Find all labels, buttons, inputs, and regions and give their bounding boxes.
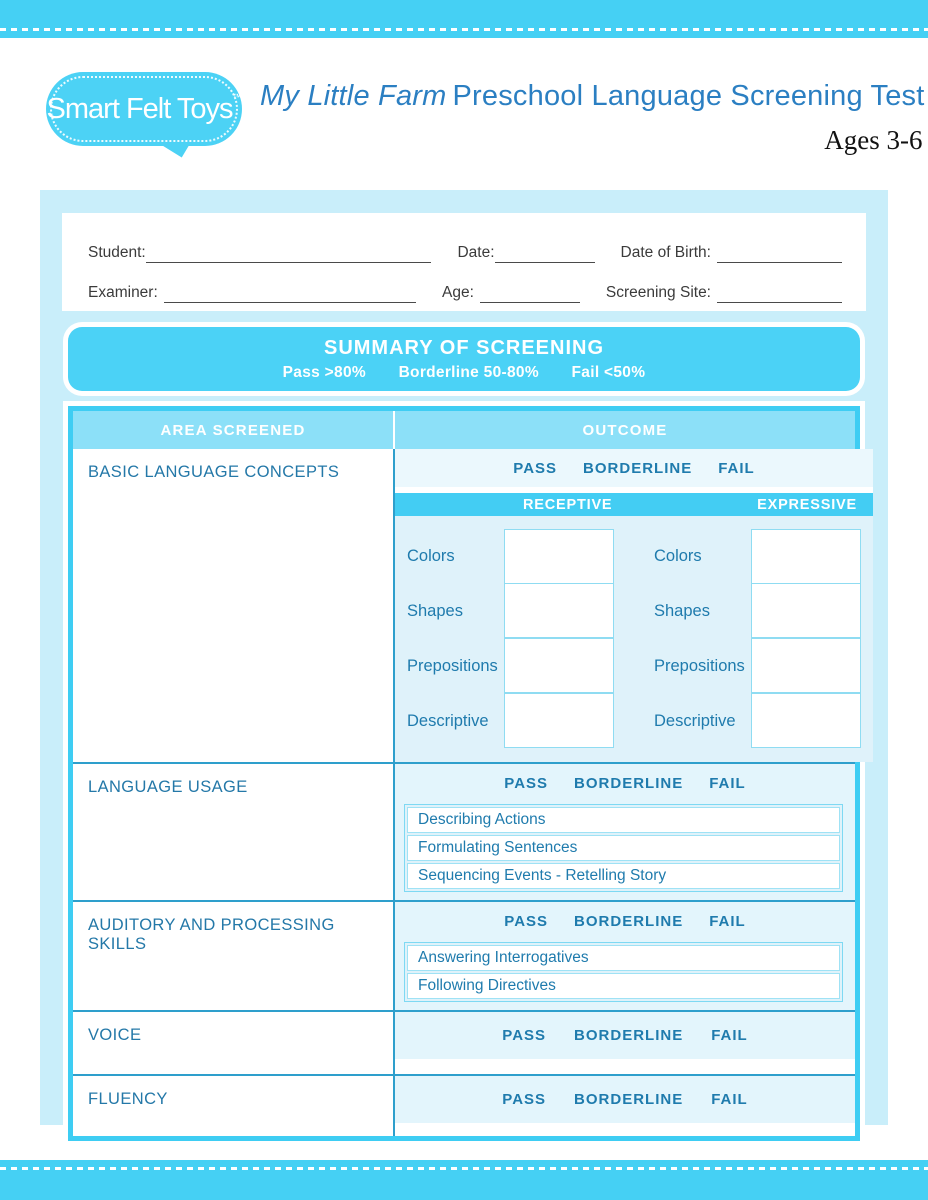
auditory-borderline-option[interactable]: BORDERLINE — [574, 912, 684, 930]
date-field[interactable] — [495, 241, 595, 263]
usage-pass-option[interactable]: PASS — [504, 774, 549, 792]
usage-subskill-list — [404, 804, 843, 892]
expressive-shapes-score-box[interactable] — [751, 583, 861, 638]
expressive-descriptive-score-box[interactable] — [751, 693, 861, 748]
concepts-grid — [395, 516, 873, 762]
header-area-screened: AREA SCREENED — [160, 421, 306, 439]
voice-fail-option[interactable]: FAIL — [711, 1027, 748, 1044]
row-basic-outcome-cell — [393, 449, 873, 762]
age-label: Age: — [441, 284, 474, 301]
title-test-name: Preschool Language Screening Test — [452, 80, 925, 112]
expressive-shapes-label: Shapes — [654, 602, 710, 620]
auditory-subskill-list — [404, 942, 843, 1002]
row-auditory-outcome-cell — [393, 902, 855, 1010]
page-title — [260, 80, 925, 113]
receptive-descriptive-row — [407, 694, 614, 749]
date-label: Date: — [457, 244, 495, 261]
legend-borderline: Borderline 50-80% — [398, 363, 539, 381]
expressive-colors-label: Colors — [654, 547, 702, 565]
expressive-prepositions-score-box[interactable] — [751, 638, 861, 693]
row-label-basic: BASIC LANGUAGE CONCEPTS — [73, 449, 393, 762]
row-usage-outcome-cell — [393, 764, 855, 900]
title-block — [242, 72, 925, 156]
row-voice — [73, 1010, 855, 1074]
receptive-colors-row — [407, 529, 614, 584]
row-basic-language-concepts — [73, 449, 855, 762]
voice-pass-option[interactable]: PASS — [502, 1027, 547, 1044]
usage-item-describing-actions[interactable]: Describing Actions — [407, 807, 840, 833]
logo-wordmark: Smart Felt Toys — [46, 93, 233, 125]
usage-borderline-option[interactable]: BORDERLINE — [574, 774, 684, 792]
dob-label: Date of Birth: — [620, 244, 711, 261]
summary-banner — [68, 327, 860, 391]
screening-table — [68, 406, 860, 1141]
fluency-fail-option[interactable]: FAIL — [711, 1091, 748, 1108]
expressive-colors-score-box[interactable] — [751, 529, 861, 584]
speech-bubble-tail-icon — [163, 142, 193, 160]
usage-item-formulating-sentences[interactable]: Formulating Sentences — [407, 835, 840, 861]
usage-outcome-options — [395, 764, 855, 802]
row-fluency — [73, 1074, 855, 1136]
examiner-field[interactable] — [164, 281, 416, 303]
receptive-expressive-header — [395, 493, 873, 516]
fluency-pass-option[interactable]: PASS — [502, 1091, 547, 1108]
basic-outcome-options — [395, 449, 873, 487]
expressive-shapes-row — [654, 584, 861, 639]
receptive-prepositions-row — [407, 639, 614, 694]
ages-label: Ages 3-6 — [824, 125, 923, 155]
site-label: Screening Site: — [605, 284, 711, 301]
main-panel — [40, 190, 888, 1125]
auditory-fail-option[interactable]: FAIL — [709, 912, 746, 930]
auditory-item-answering-interrogatives[interactable]: Answering Interrogatives — [407, 945, 840, 971]
expressive-colors-row — [654, 529, 861, 584]
expressive-header: EXPRESSIVE — [757, 496, 857, 513]
bottom-dashed-line — [0, 1167, 928, 1170]
basic-fail-option[interactable]: FAIL — [718, 459, 755, 477]
student-field[interactable] — [146, 241, 432, 263]
expressive-prepositions-label: Prepositions — [654, 657, 745, 675]
expressive-descriptive-label: Descriptive — [654, 712, 736, 730]
usage-fail-option[interactable]: FAIL — [709, 774, 746, 792]
receptive-prepositions-score-box[interactable] — [504, 638, 614, 693]
fluency-borderline-option[interactable]: BORDERLINE — [574, 1091, 684, 1108]
fluency-outcome-options — [395, 1076, 855, 1123]
row-voice-outcome-cell — [393, 1012, 855, 1074]
age-field[interactable] — [480, 281, 580, 303]
auditory-outcome-options — [395, 902, 855, 940]
logo-text — [47, 92, 242, 126]
row-label-voice: VOICE — [73, 1012, 393, 1074]
expressive-prepositions-row — [654, 639, 861, 694]
smart-felt-toys-logo — [46, 72, 242, 146]
student-info-form — [62, 213, 866, 311]
summary-legend — [269, 364, 660, 382]
row-fluency-outcome-cell — [393, 1076, 855, 1136]
top-dashed-line — [0, 28, 928, 31]
row-label-fluency: FLUENCY — [73, 1076, 393, 1136]
receptive-header: RECEPTIVE — [523, 496, 613, 513]
form-row-2 — [88, 273, 842, 303]
auditory-pass-option[interactable]: PASS — [504, 912, 549, 930]
voice-outcome-options — [395, 1012, 855, 1059]
examiner-label: Examiner: — [88, 284, 158, 301]
receptive-descriptive-score-box[interactable] — [504, 693, 614, 748]
basic-pass-option[interactable]: PASS — [513, 459, 558, 477]
summary-title: SUMMARY OF SCREENING — [323, 336, 605, 359]
legend-pass: Pass >80% — [282, 363, 366, 381]
row-label-auditory: AUDITORY AND PROCESSING SKILLS — [73, 902, 393, 1010]
form-row-1 — [88, 233, 842, 263]
student-label: Student: — [88, 244, 146, 261]
receptive-shapes-row — [407, 584, 614, 639]
receptive-descriptive-label: Descriptive — [407, 712, 489, 730]
top-border-bar — [0, 0, 928, 38]
site-field[interactable] — [717, 281, 842, 303]
usage-item-sequencing-events[interactable]: Sequencing Events - Retelling Story — [407, 863, 840, 889]
receptive-group — [407, 529, 614, 749]
header-outcome: OUTCOME — [393, 411, 855, 449]
basic-borderline-option[interactable]: BORDERLINE — [583, 459, 693, 477]
voice-borderline-option[interactable]: BORDERLINE — [574, 1027, 684, 1044]
receptive-shapes-label: Shapes — [407, 602, 463, 620]
row-auditory-processing — [73, 900, 855, 1010]
table-header-row — [73, 411, 855, 449]
dob-field[interactable] — [717, 241, 842, 263]
receptive-prepositions-label: Prepositions — [407, 657, 498, 675]
page-header — [0, 38, 928, 190]
legend-fail: Fail <50% — [571, 363, 646, 381]
expressive-descriptive-row — [654, 694, 861, 749]
trademark-symbol: ™ — [232, 92, 242, 102]
title-product-name: My Little Farm — [260, 80, 447, 112]
receptive-colors-label: Colors — [407, 547, 455, 565]
row-label-usage: LANGUAGE USAGE — [73, 764, 393, 900]
bottom-border-bar — [0, 1160, 928, 1200]
auditory-item-following-directives[interactable]: Following Directives — [407, 973, 840, 999]
row-language-usage — [73, 762, 855, 900]
expressive-group — [654, 529, 861, 749]
receptive-shapes-score-box[interactable] — [504, 583, 614, 638]
receptive-colors-score-box[interactable] — [504, 529, 614, 584]
